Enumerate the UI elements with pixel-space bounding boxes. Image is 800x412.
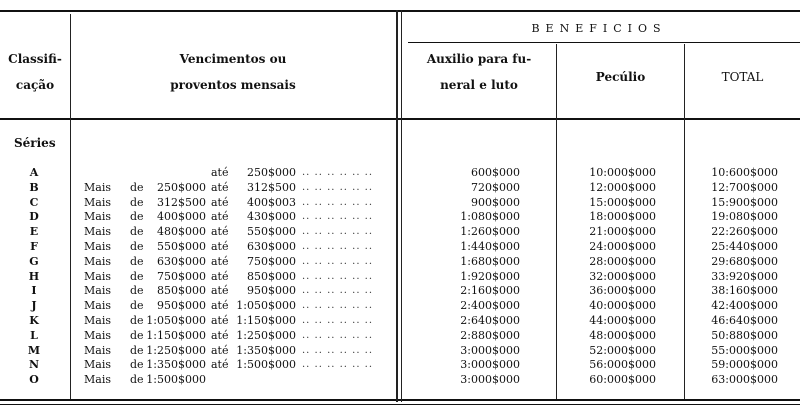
leader-dots: .. .. .. .. .. .. [302, 240, 374, 252]
table-row [0, 166, 800, 181]
table-row [0, 344, 800, 359]
total-value: 63:000$000 [711, 373, 778, 387]
total-value: 50:880$000 [711, 328, 778, 342]
low-bound: 950$000 [157, 299, 206, 313]
peculio-value: 48:000$000 [589, 328, 656, 342]
high-bound: 750$000 [247, 254, 296, 268]
mais-label: Mais [84, 269, 111, 283]
table-row [0, 299, 800, 314]
ate-label: até [211, 358, 229, 372]
mais-label: Mais [84, 254, 111, 268]
high-bound: 1:050$000 [236, 299, 296, 313]
peculio-value: 28:000$000 [589, 254, 656, 268]
total-value: 38:160$000 [711, 284, 778, 298]
total-value: 19:080$000 [711, 210, 778, 224]
de-label: de [130, 373, 144, 387]
series-label: Séries [14, 136, 56, 150]
header-peculio: Pecúlio [595, 70, 646, 84]
series-letter: G [29, 254, 39, 268]
table-row [0, 255, 800, 270]
leader-dots: .. .. .. .. .. .. [302, 211, 374, 223]
header-auxilio-line2: neral e luto [440, 78, 518, 92]
table-row [0, 358, 800, 373]
ate-label: até [211, 225, 229, 239]
mais-label: Mais [84, 180, 111, 194]
peculio-value: 18:000$000 [589, 210, 656, 224]
low-bound: 1:250$000 [146, 343, 206, 357]
total-value: 42:400$000 [711, 299, 778, 313]
auxilio-value: 1:260$000 [460, 225, 520, 239]
table-row [0, 284, 800, 299]
table-row [0, 196, 800, 211]
leader-dots: .. .. .. .. .. .. [302, 329, 374, 341]
auxilio-value: 1:080$000 [460, 210, 520, 224]
de-label: de [130, 180, 144, 194]
ate-label: até [211, 313, 229, 327]
total-value: 55:000$000 [711, 343, 778, 357]
leader-dots: .. .. .. .. .. .. [302, 285, 374, 297]
de-label: de [130, 195, 144, 209]
total-value: 10:600$000 [711, 166, 778, 179]
peculio-value: 21:000$000 [589, 225, 656, 239]
ate-label: até [211, 254, 229, 268]
series-letter: B [29, 180, 39, 194]
top-rule [0, 10, 800, 12]
header-total: TOTAL [721, 70, 764, 84]
mais-label: Mais [84, 239, 111, 253]
series-letter: I [31, 284, 37, 298]
leader-dots: .. .. .. .. .. .. [302, 300, 374, 312]
table-row [0, 373, 800, 388]
high-bound: 250$000 [247, 166, 296, 179]
mais-label: Mais [84, 358, 111, 372]
low-bound: 750$000 [157, 269, 206, 283]
header-classificacao [0, 46, 70, 98]
auxilio-value: 3:000$000 [460, 343, 520, 357]
series-letter: M [27, 343, 41, 357]
leader-dots: .. .. .. .. .. .. [302, 255, 374, 267]
total-value: 33:920$000 [711, 269, 778, 283]
mais-label: Mais [84, 373, 111, 387]
leader-dots: .. .. .. .. .. .. [302, 196, 374, 208]
peculio-value: 10:000$000 [589, 166, 656, 179]
high-bound: 550$000 [247, 225, 296, 239]
high-bound: 630$000 [247, 239, 296, 253]
table-row [0, 270, 800, 285]
mais-label: Mais [84, 328, 111, 342]
header-vencimentos-line2: proventos mensais [170, 78, 296, 92]
peculio-value: 40:000$000 [589, 299, 656, 313]
de-label: de [130, 299, 144, 313]
auxilio-value: 2:880$000 [460, 328, 520, 342]
series-letter: K [29, 313, 39, 327]
peculio-value: 60:000$000 [589, 373, 656, 387]
leader-dots: .. .. .. .. .. .. [302, 314, 374, 326]
header-vencimentos [72, 46, 394, 98]
table-row [0, 329, 800, 344]
de-label: de [130, 210, 144, 224]
de-label: de [130, 284, 144, 298]
de-label: de [130, 269, 144, 283]
total-value: 59:000$000 [711, 358, 778, 372]
mais-label: Mais [84, 343, 111, 357]
ate-label: até [211, 284, 229, 298]
ate-label: até [211, 239, 229, 253]
auxilio-value: 2:160$000 [460, 284, 520, 298]
de-label: de [130, 358, 144, 372]
auxilio-value: 720$000 [471, 180, 520, 194]
high-bound: 950$000 [247, 284, 296, 298]
ate-label: até [211, 269, 229, 283]
de-label: de [130, 225, 144, 239]
leader-dots: .. .. .. .. .. .. [302, 181, 374, 193]
table-row [0, 181, 800, 196]
total-value: 46:640$000 [711, 313, 778, 327]
de-label: de [130, 239, 144, 253]
header-vencimentos-line1: Vencimentos ou [179, 52, 287, 66]
leader-dots: .. .. .. .. .. .. [302, 167, 374, 178]
header-beneficios: BENEFICIOS [531, 22, 667, 35]
peculio-value: 56:000$000 [589, 358, 656, 372]
auxilio-value: 2:400$000 [460, 299, 520, 313]
total-value: 29:680$000 [711, 254, 778, 268]
header-classificacao-line2: cação [15, 78, 55, 92]
table-row [0, 314, 800, 329]
peculio-value: 44:000$000 [589, 313, 656, 327]
beneficios-underline [408, 42, 800, 43]
total-value: 25:440$000 [711, 239, 778, 253]
ate-label: até [211, 299, 229, 313]
leader-dots: .. .. .. .. .. .. [302, 226, 374, 238]
de-label: de [130, 328, 144, 342]
table-row [0, 240, 800, 255]
total-value: 15:900$000 [711, 195, 778, 209]
series-letter: A [29, 166, 39, 179]
mais-label: Mais [84, 225, 111, 239]
auxilio-value: 3:000$000 [460, 373, 520, 387]
leader-dots: .. .. .. .. .. .. [302, 270, 374, 282]
series-letter: L [30, 328, 38, 342]
low-bound: 630$000 [157, 254, 206, 268]
de-label: de [130, 343, 144, 357]
low-bound: 400$000 [157, 210, 206, 224]
mais-label: Mais [84, 284, 111, 298]
ate-label: até [211, 343, 229, 357]
auxilio-value: 3:000$000 [460, 358, 520, 372]
high-bound: 400$003 [247, 195, 296, 209]
series-letter: C [29, 195, 39, 209]
ate-label: até [211, 210, 229, 224]
de-label: de [130, 313, 144, 327]
header-auxilio [402, 46, 556, 98]
ate-label: até [211, 166, 229, 179]
low-bound: 1:350$000 [146, 358, 206, 372]
mais-label: Mais [84, 299, 111, 313]
peculio-value: 32:000$000 [589, 269, 656, 283]
table-row [0, 210, 800, 225]
series-letter: D [29, 210, 39, 224]
mais-label: Mais [84, 210, 111, 224]
series-letter: N [28, 358, 40, 372]
high-bound: 430$000 [247, 210, 296, 224]
ate-label: até [211, 195, 229, 209]
table-body [0, 166, 800, 388]
peculio-value: 24:000$000 [589, 239, 656, 253]
series-letter: F [30, 239, 38, 253]
high-bound: 1:250$000 [236, 328, 296, 342]
series-letter: H [28, 269, 40, 283]
low-bound: 1:150$000 [146, 328, 206, 342]
leader-dots: .. .. .. .. .. .. [302, 359, 374, 371]
bottom-rule-2 [0, 404, 800, 405]
header-classificacao-line1: Classifi- [8, 52, 62, 66]
low-bound: 250$000 [157, 180, 206, 194]
high-bound: 850$000 [247, 269, 296, 283]
peculio-value: 36:000$000 [589, 284, 656, 298]
high-bound: 1:350$000 [236, 343, 296, 357]
peculio-value: 15:000$000 [589, 195, 656, 209]
auxilio-value: 600$000 [471, 166, 520, 179]
high-bound: 312$500 [247, 180, 296, 194]
auxilio-value: 2:640$000 [460, 313, 520, 327]
low-bound: 550$000 [157, 239, 206, 253]
header-bottom-rule [0, 118, 800, 120]
ate-label: até [211, 328, 229, 342]
header-auxilio-line1: Auxilio para fu- [426, 52, 532, 66]
low-bound: 1:500$000 [146, 373, 206, 387]
bottom-rule [0, 399, 800, 401]
total-value: 22:260$000 [711, 225, 778, 239]
series-letter: E [29, 225, 39, 239]
leader-dots: .. .. .. .. .. .. [302, 344, 374, 356]
auxilio-value: 1:680$000 [460, 254, 520, 268]
mais-label: Mais [84, 195, 111, 209]
low-bound: 312$500 [157, 195, 206, 209]
total-value: 12:700$000 [711, 180, 778, 194]
peculio-value: 12:000$000 [589, 180, 656, 194]
table-row [0, 225, 800, 240]
peculio-value: 52:000$000 [589, 343, 656, 357]
mais-label: Mais [84, 313, 111, 327]
high-bound: 1:500$000 [236, 358, 296, 372]
low-bound: 1:050$000 [146, 313, 206, 327]
low-bound: 850$000 [157, 284, 206, 298]
low-bound: 480$000 [157, 225, 206, 239]
auxilio-value: 1:920$000 [460, 269, 520, 283]
auxilio-value: 900$000 [471, 195, 520, 209]
de-label: de [130, 254, 144, 268]
high-bound: 1:150$000 [236, 313, 296, 327]
ate-label: até [211, 180, 229, 194]
auxilio-value: 1:440$000 [460, 239, 520, 253]
series-letter: O [29, 373, 39, 387]
series-letter: J [31, 299, 37, 313]
